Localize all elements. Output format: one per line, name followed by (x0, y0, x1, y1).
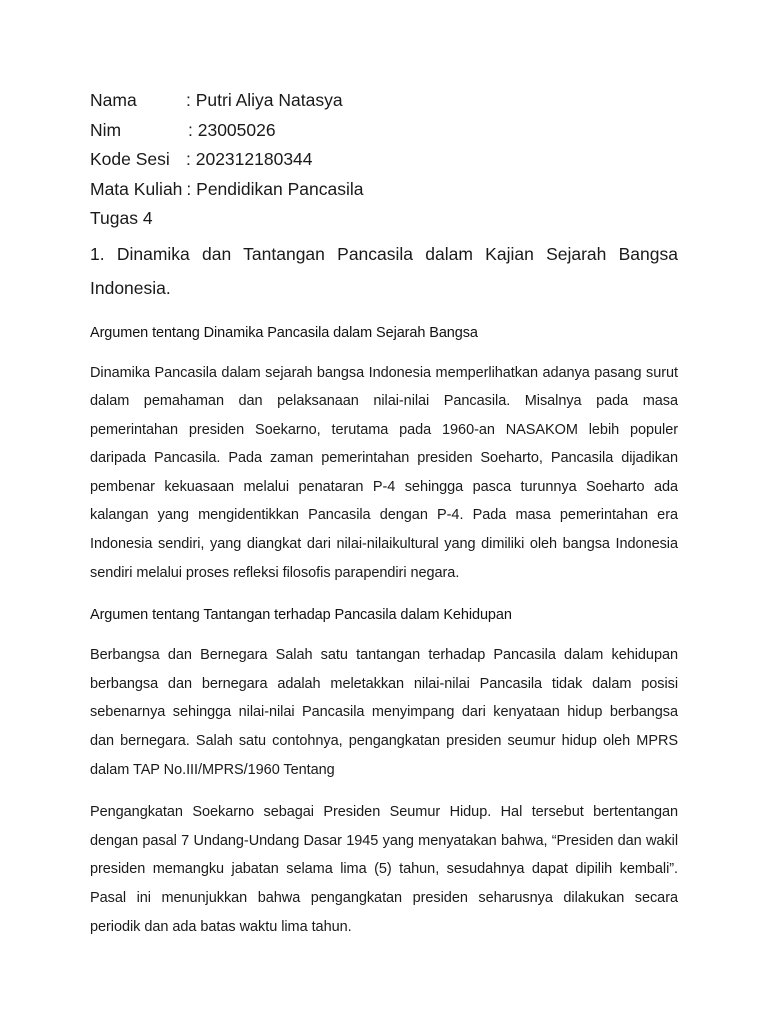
kode-sesi-label: Kode Sesi (90, 149, 170, 169)
argumen-tantangan-heading: Argumen tentang Tantangan terhadap Pancasila dalam Kehidupan (90, 607, 512, 624)
argumen-dinamika-heading: Argumen tentang Dinamika Pancasila dalam Sejarah Bangsa (90, 324, 478, 341)
nama-label: Nama (90, 90, 137, 110)
argumen-dinamika-paragraph: Dinamika Pancasila dalam sejarah bangsa Indonesia memperlihatkan adanya pasang surut dalam pemahaman dan pelaksanaan nilai-nilai Pancasila. Misalnya pada masa pemerintahan presiden Soekarno, terutama pada 1960-an NASAKOM lebih populer daripada Pancasila. Pada zaman pemerintahan presiden Soeharto, Pancasila dijadikan pembenar kekuasaan melalui penataran P-4 sehingga pasca turunnya Soeharto ada kalangan yang mengidentikkan Pancasila dengan P-4. Pada masa pemerintahan era Indonesia sendiri, yang diangkat dari nilai-nilaikultural yang dimiliki oleh bangsa Indonesia sendiri melalui proses refleksi filosofis parapendiri negara. (90, 364, 678, 581)
section-title: 1. Dinamika dan Tantangan Pancasila dalam Kajian Sejarah Bangsa Indonesia. (90, 243, 678, 298)
argumen-tantangan-paragraph-2: Pengangkatan Soekarno sebagai Presiden Seumur Hidup. Hal tersebut bertentangan dengan pasal 7 Undang-Undang Dasar 1945 yang menyatakan bahwa, “Presiden dan wakil presiden memangku jabatan selama lima (5) tahun, sesudahnya dapat dipilih kembali”. Pasal ini menunjukkan bahwa pengangkatan presiden seharusnya dilakukan secara periodik dan ada batas waktu lima tahun. (90, 804, 678, 935)
tugas-label: Tugas 4 (90, 208, 153, 228)
header-nama-line (90, 86, 678, 116)
nama-value: : Putri Aliya Natasya (186, 90, 343, 110)
header-nim-line (90, 116, 678, 146)
mata-kuliah-value: : Pendidikan Pancasila (186, 178, 364, 199)
header-kode-line (90, 145, 678, 175)
kode-sesi-value: : 202312180344 (186, 149, 313, 169)
nim-label: Nim (90, 119, 122, 140)
nim-value: : 23005026 (188, 119, 276, 140)
mata-kuliah-label: Mata Kuliah (90, 178, 183, 199)
header-tugas-line (90, 204, 678, 234)
header-mata-kuliah-line (90, 175, 678, 205)
argumen-tantangan-paragraph-1: Berbangsa dan Bernegara Salah satu tantangan terhadap Pancasila dalam kehidupan berbangsa dan bernegara adalah meletakkan nilai-nilai Pancasila tidak dalam posisi sebenarnya sehingga nilai-nilai Pancasila menyimpang dari kenyataan hidup berbangsa dan bernegara. Salah satu contohnya, pengangkatan presiden seumur hidup oleh MPRS dalam TAP No.III/MPRS/1960 Tentang (90, 647, 678, 778)
